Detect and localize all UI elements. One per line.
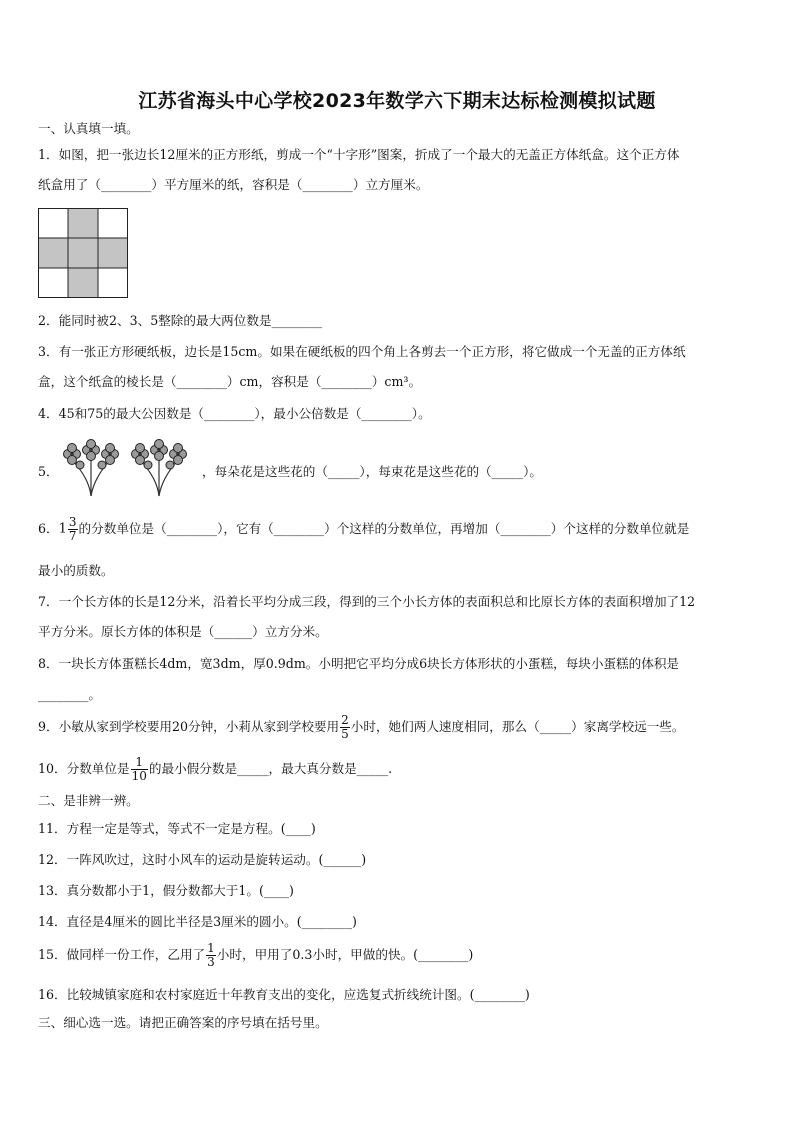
question-6-prefix: 6． [38,521,59,536]
question-6-line-2: 最小的质数。 [38,563,114,578]
fraction-numerator: 1 [207,941,215,955]
question-2: 2．能同时被2、3、5整除的最大两位数是________ [38,313,322,328]
question-4: 4．45和75的最大公因数是（________），最小公倍数是（________）。 [38,406,431,421]
mixed-number-whole: 1 [58,521,67,537]
question-16: 16．比较城镇家庭和农村家庭近十年教育支出的变化，应选复式折线统计图。(________) [38,987,530,1002]
fraction-three-sevenths [68,516,78,543]
fraction-one-third [206,942,216,969]
fraction-numerator: 2 [341,713,349,727]
question-6-line-1 [38,516,689,543]
question-8-line-1: 8．一块长方体蛋糕长4dm，宽3dm，厚0.9dm。小明把它平均分成6块长方体形状的小蛋糕，每块小蛋糕的体积是 [38,656,680,671]
question-14: 14．直径是4厘米的圆比半径是3厘米的圆小。(________) [38,914,357,929]
question-1-line-1: 1．如图，把一张边长12厘米的正方形纸，剪成一个“十字形”图案，折成了一个最大的无盖正方体纸盒。这个正方体 [38,147,680,162]
question-3-line-1: 3．有一张正方形硬纸板，边长是15cm。如果在硬纸板的四个角上各剪去一个正方形，将它做成一个无盖的正方体纸 [38,344,686,359]
question-9 [38,714,684,741]
question-10 [38,756,392,783]
question-13: 13．真分数都小于1，假分数都大于1。(____) [38,883,294,898]
page-title: 江苏省海头中心学校2023年数学六下期末达标检测模拟试题 [138,90,656,112]
question-1-line-2: 纸盒用了（________）平方厘米的纸，容积是（________）立方厘米。 [38,177,429,192]
cross-net-grid-figure [38,208,128,298]
flower-bouquets-figure [56,438,202,498]
question-15-text-b: 小时，甲用了0.3小时，甲做的快。(________) [216,947,474,962]
fraction-denominator: 10 [131,769,147,783]
question-3-line-2: 盒，这个纸盒的棱长是（________）cm，容积是（________）cm³。 [38,374,422,389]
section-heading-1: 一、认真填一填。 [38,121,139,136]
question-9-text-b: 小时，她们两人速度相同，那么（_____）家离学校远一些。 [350,719,685,734]
question-6-text: 的分数单位是（________），它有（________）个这样的分数单位，再增加（________）个这样的分数单位就是 [78,521,690,536]
question-5-text: ，每朵花是这些花的（_____），每束花是这些花的（_____）。 [202,464,543,479]
question-10-text-a: 10．分数单位是 [38,761,130,776]
fraction-one-tenth [131,756,148,783]
section-heading-3: 三、细心选一选。请把正确答案的序号填在括号里。 [38,1015,328,1030]
fraction-two-fifths [340,714,350,741]
fraction-numerator: 1 [131,756,148,770]
question-12: 12．一阵风吹过，这时小风车的运动是旋转运动。(______) [38,852,367,867]
question-7-line-1: 7．一个长方体的长是12分米，沿着长平均分成三段，得到的三个小长方体的表面积总和比原长方体的表面积增加了12 [38,594,696,609]
fraction-denominator: 5 [341,727,349,741]
section-heading-2: 二、是非辨一辨。 [38,793,139,808]
fraction-denominator: 7 [68,529,77,543]
question-15 [38,942,473,969]
question-10-text-b: 的最小假分数是_____，最大真分数是_____. [148,761,393,776]
question-7-line-2: 平方分米。原长方体的体积是（______）立方分米。 [38,624,328,639]
fraction-denominator: 3 [207,955,215,969]
question-8-line-2: ________。 [38,687,101,702]
question-9-text-a: 9．小敏从家到学校要用20分钟，小莉从家到学校要用 [38,719,340,734]
question-5-number: 5． [38,464,59,479]
question-11: 11．方程一定是等式，等式不一定是方程。(____) [38,821,316,836]
question-15-text-a: 15．做同样一份工作，乙用了 [38,947,206,962]
fraction-numerator: 3 [68,515,77,529]
